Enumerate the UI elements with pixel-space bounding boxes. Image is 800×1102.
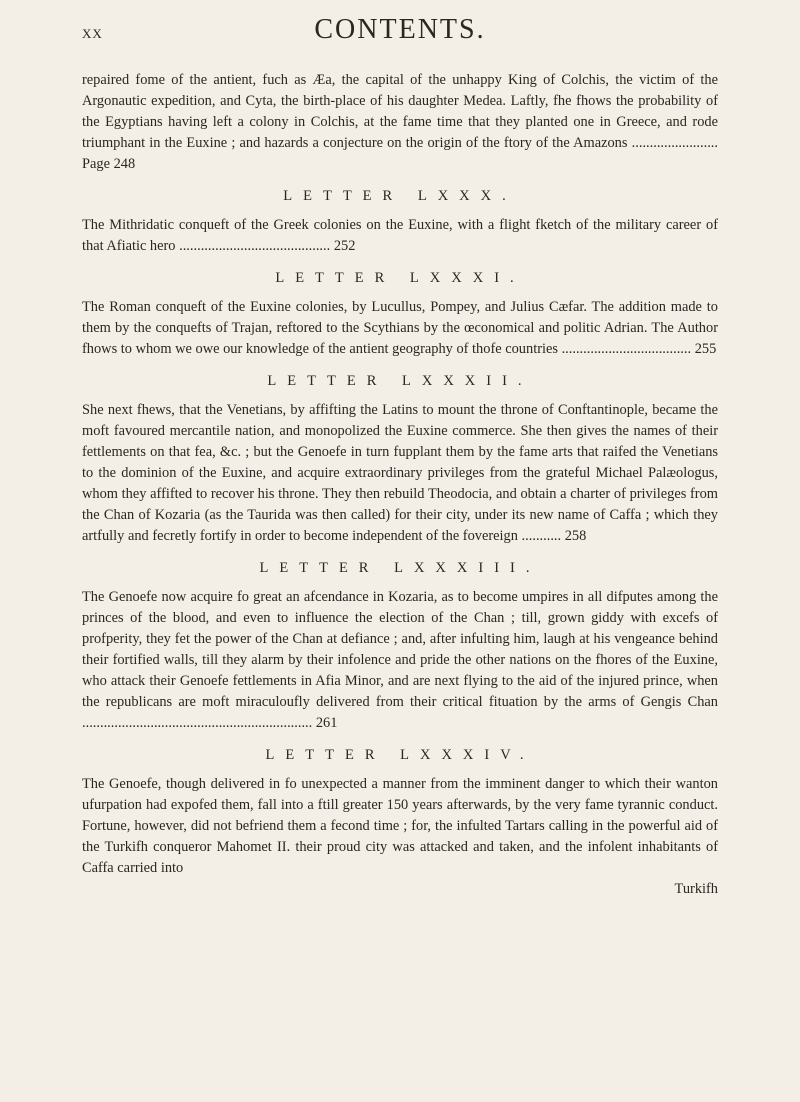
letter-heading: LETTER LXXXIV. [265, 747, 535, 763]
page-reference: Page 248 [82, 156, 136, 172]
entry-text: The Mithridatic conqueft of the Greek colonies on the Euxine, with a flight fketch of the military career of that Afiatic hero .......................................... 252 [82, 217, 718, 254]
catchword: Turkifh [674, 881, 718, 897]
page-reference: 252 [333, 238, 356, 254]
page-reference: 261 [315, 715, 338, 731]
letter-heading: LETTER LXXX. [283, 188, 517, 204]
entry-text: The Genoefe now acquire fo great an afcendance in Kozaria, as to become umpires in all difputes among the princes of the blood, and even to influence the election of the Chan ; till, grown giddy with excefs of profperity, they fet the power of the Chan at defiance ; and, after infulting him, laugh at his vengeance behind their fortified walls, till they alarm by their infolence and pride the other nations on the fhores of the Euxine, who attack their Genoefe fettlements in Afia Minor, and are next flying to the aid of the injured prince, when the republicans are moft miraculoufly delivered from their critical fituation by the arms of Gengis Chan ................................................................ 261 [82, 589, 718, 731]
entry-text: The Roman conqueft of the Euxine colonies, by Lucullus, Pompey, and Julius Cæfar. The addition made to them by the conquefts of Trajan, reftored to the Scythians by the œconomical and politic Adrian. The Author fhows to whom we owe our knowledge of the antient geography of thofe countries .................................... 255 [82, 299, 718, 357]
letter-heading: LETTER LXXXIII. [259, 560, 541, 576]
page-reference: 255 [694, 341, 717, 357]
entry-text: She next fhews, that the Venetians, by affifting the Latins to mount the throne of Conftantinople, became the moft favoured mercantile nation, and monopolized the Euxine commerce. She then gives the names of their fettlements on that fea, &c. ; but the Genoefe in turn fupplant them by the fame arts that raifed the Venetians to the dominion of the Euxine, and acquire extraordinary privileges from the grateful Michael Palæologus, whom they affifted to recover his throne. They then rebuild Theodocia, and obtain a charter of privileges from the Chan of Kozaria (as the Taurida was then called) for their city, under its new name of Caffa ; which they artfully and fecretly fortify in order to become independent of the fovereign ........... 258 [82, 402, 718, 544]
page-header [0, 6, 800, 52]
letter-heading: LETTER LXXXII. [267, 373, 533, 389]
entry-text: The Genoefe, though delivered in fo unexpected a manner from the imminent danger to which their wanton ufurpation had expofed them, fall into a ftill greater 150 years afterwards, by the very fame tyrannic conduct. Fortune, however, did not befriend them a fecond time ; for, the infulted Tartars calling in the powerful aid of the Turkifh conqueror Mahomet II. their proud city was attacked and taken, and the infolent inhabitants of Caffa carried into [82, 776, 718, 876]
entry-text: repaired fome of the antient, fuch as Æa, the capital of the unhappy King of Colchis, the victim of the Argonautic expedition, and Cyta, the birth-place of his daughter Medea. Laftly, fhe fhows the probability of the Egyptians having left a colony in Colchis, at the fame time that they planted one in Greece, and rode triumphant in the Euxine ; and hazards a conjecture on the origin of the ftory of the Amazons ........................ Page 248 [82, 72, 718, 172]
letter-heading: LETTER LXXXI. [275, 270, 525, 286]
contents-body [82, 70, 718, 900]
running-title: CONTENTS. [314, 14, 486, 45]
page-number: xx [82, 22, 103, 43]
page-reference: 258 [564, 528, 587, 544]
